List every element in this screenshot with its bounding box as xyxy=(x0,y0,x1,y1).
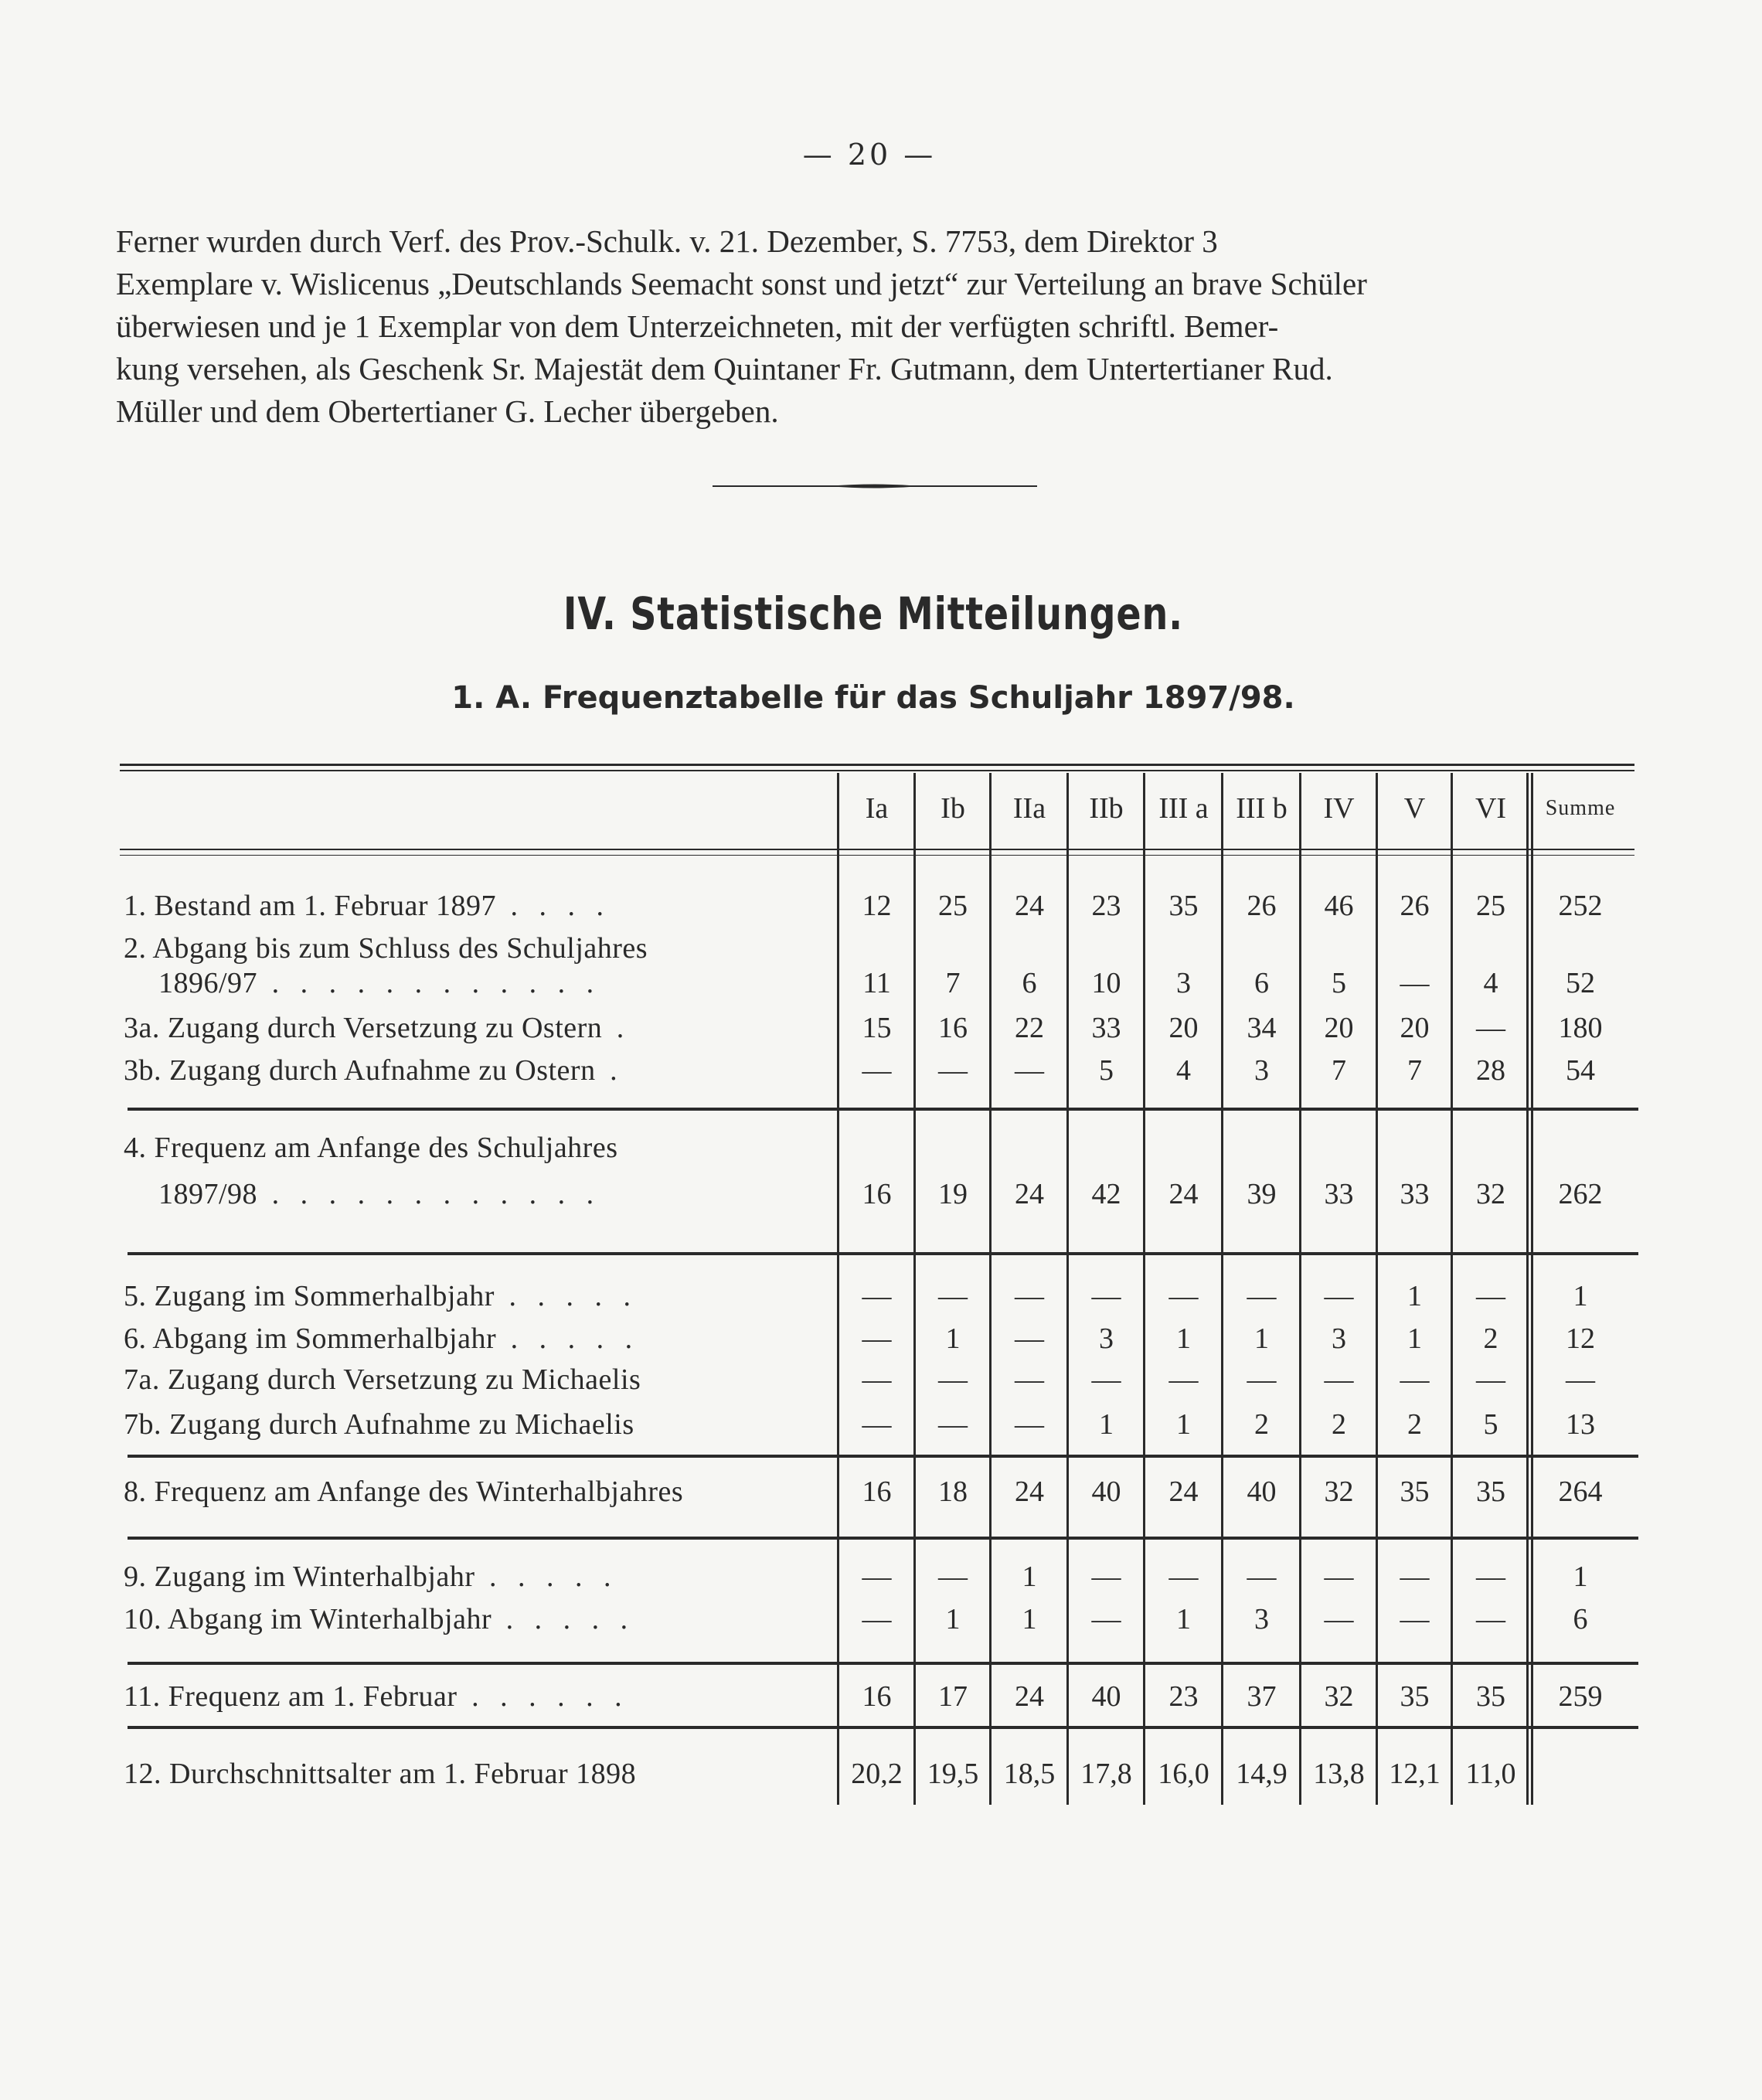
cell-value: 35 xyxy=(1400,1475,1430,1508)
cell-value: — xyxy=(938,1408,968,1441)
cell-value: 16 xyxy=(862,1178,892,1210)
cell-value: — xyxy=(1168,1561,1199,1593)
cell-value: 4 xyxy=(1176,1054,1191,1087)
cell-value: 24 xyxy=(1015,1680,1044,1713)
cell-summe: 1 xyxy=(1573,1280,1588,1312)
cell-value: 2 xyxy=(1407,1408,1422,1441)
cell-value: 5 xyxy=(1099,1054,1114,1087)
cell-value: — xyxy=(1015,1280,1044,1312)
row-label: 5. Zugang im Sommerhalbjahr . . . . . xyxy=(124,1280,638,1312)
cell-summe: 6 xyxy=(1573,1603,1588,1635)
cell-value: 3 xyxy=(1332,1322,1346,1355)
cell-value: 1 xyxy=(1099,1408,1114,1441)
section-rule xyxy=(128,1455,1638,1458)
cell-value: 32 xyxy=(1324,1680,1354,1713)
cell-value: 35 xyxy=(1400,1680,1430,1713)
cell-value: 1 xyxy=(1022,1561,1037,1593)
cell-value: 1 xyxy=(945,1603,961,1635)
table-title: 1. A. Frequenztabelle für das Schuljahr 1897/98. xyxy=(451,680,1295,716)
cell-value: 19 xyxy=(938,1178,968,1210)
col-header: III b xyxy=(1236,792,1287,825)
cell-value: 16 xyxy=(938,1012,968,1044)
cell-value: 3 xyxy=(1176,967,1191,999)
cell-value: 1 xyxy=(1254,1322,1269,1355)
cell-value: — xyxy=(862,1280,892,1312)
cell-value: 2 xyxy=(1254,1408,1269,1441)
cell-value: 1 xyxy=(1407,1322,1422,1355)
cell-value: — xyxy=(1247,1561,1277,1593)
cell-value: — xyxy=(1400,1561,1430,1593)
cell-value: 2 xyxy=(1483,1322,1498,1355)
col-header: Ib xyxy=(941,792,965,825)
page-number: — 20 — xyxy=(802,138,937,172)
section-rule xyxy=(128,1252,1638,1255)
cell-value: 46 xyxy=(1324,890,1354,922)
col-header: VI xyxy=(1475,792,1507,825)
cell-value: 33 xyxy=(1091,1012,1121,1044)
cell-value: 1 xyxy=(945,1322,961,1355)
cell-value: — xyxy=(1324,1603,1354,1635)
cell-value: 33 xyxy=(1400,1178,1430,1210)
paragraph-line: Müller und dem Obertertianer G. Lecher übergeben. xyxy=(116,393,779,429)
row-label: 9. Zugang im Winterhalbjahr . . . . . xyxy=(124,1561,618,1593)
cell-value: 3 xyxy=(1099,1322,1114,1355)
cell-summe: 262 xyxy=(1558,1178,1603,1210)
cell-value: — xyxy=(1476,1280,1505,1312)
cell-value: 35 xyxy=(1168,890,1199,922)
col-header: V xyxy=(1403,792,1426,825)
cell-value: 18,5 xyxy=(1003,1758,1056,1790)
cell-summe: 13 xyxy=(1566,1408,1595,1441)
cell-value: 10 xyxy=(1091,967,1121,999)
cell-value: 6 xyxy=(1022,967,1037,999)
row-label: 3a. Zugang durch Versetzung zu Ostern . xyxy=(124,1012,631,1044)
col-header: III a xyxy=(1158,792,1209,825)
cell-value: 7 xyxy=(1407,1054,1422,1087)
cell-value: 32 xyxy=(1324,1475,1354,1508)
cell-value: 40 xyxy=(1091,1680,1121,1713)
cell-value: 5 xyxy=(1483,1408,1498,1441)
col-header: IIb xyxy=(1089,792,1124,825)
cell-value: 34 xyxy=(1247,1012,1277,1044)
cell-value: — xyxy=(1400,1603,1430,1635)
cell-value: — xyxy=(1324,1561,1354,1593)
col-header: IIa xyxy=(1012,792,1046,825)
row-label: 12. Durchschnittsalter am 1. Februar 1898 xyxy=(124,1758,637,1790)
cell-value: — xyxy=(1476,1012,1505,1044)
cell-value: 24 xyxy=(1015,1178,1044,1210)
cell-value: — xyxy=(1247,1363,1277,1396)
cell-value: 5 xyxy=(1332,967,1346,999)
cell-value: — xyxy=(938,1280,968,1312)
cell-summe: 12 xyxy=(1566,1322,1595,1355)
cell-summe: 180 xyxy=(1558,1012,1603,1044)
cell-value: 12 xyxy=(862,890,892,922)
cell-value: — xyxy=(1091,1280,1121,1312)
cell-value: — xyxy=(862,1603,892,1635)
cell-value: 26 xyxy=(1400,890,1430,922)
cell-value: 3 xyxy=(1254,1054,1269,1087)
section-rule xyxy=(128,1662,1638,1665)
cell-value: 11,0 xyxy=(1465,1758,1516,1790)
section-rule xyxy=(128,1726,1638,1729)
row-label: 3b. Zugang durch Aufnahme zu Ostern . xyxy=(124,1054,624,1087)
cell-value: — xyxy=(1168,1363,1199,1396)
table-top-rule xyxy=(120,770,1634,771)
row-label: 6. Abgang im Sommerhalbjahr . . . . . xyxy=(124,1322,640,1355)
cell-value: — xyxy=(1015,1363,1044,1396)
row-label: 11. Frequenz am 1. Februar . . . . . . xyxy=(124,1680,629,1713)
header-rule xyxy=(120,855,1634,856)
cell-value: — xyxy=(1168,1280,1199,1312)
cell-value: 24 xyxy=(1015,1475,1044,1508)
cell-value: 13,8 xyxy=(1313,1758,1365,1790)
row-label: 1897/98 . . . . . . . . . . . . xyxy=(158,1178,601,1210)
cell-value: 14,9 xyxy=(1236,1758,1287,1790)
section-rule xyxy=(128,1537,1638,1540)
paragraph-line: kung versehen, als Geschenk Sr. Majestät dem Quintaner Fr. Gutmann, dem Untertertianer Rud. xyxy=(116,351,1333,386)
cell-value: 3 xyxy=(1254,1603,1269,1635)
cell-summe: — xyxy=(1566,1363,1595,1396)
cell-value: 7 xyxy=(945,967,961,999)
cell-value: — xyxy=(862,1408,892,1441)
cell-summe: 1 xyxy=(1573,1561,1588,1593)
col-header: IV xyxy=(1323,792,1355,825)
row-label: 4. Frequenz am Anfange des Schuljahres xyxy=(124,1132,618,1164)
cell-value: — xyxy=(862,1322,892,1355)
cell-value: 39 xyxy=(1247,1178,1277,1210)
row-label: 7a. Zugang durch Versetzung zu Michaelis xyxy=(124,1363,641,1396)
paragraph-line: überwiesen und je 1 Exemplar von dem Unterzeichneten, mit der verfügten schriftl. Bemer- xyxy=(116,308,1279,344)
cell-value: — xyxy=(1091,1363,1121,1396)
cell-value: 12,1 xyxy=(1389,1758,1441,1790)
cell-value: — xyxy=(938,1363,968,1396)
cell-value: 2 xyxy=(1332,1408,1346,1441)
cell-value: 22 xyxy=(1015,1012,1044,1044)
paragraph-line: Ferner wurden durch Verf. des Prov.-Schulk. v. 21. Dezember, S. 7753, dem Direktor 3 xyxy=(116,223,1218,259)
cell-value: — xyxy=(862,1363,892,1396)
cell-value: 6 xyxy=(1254,967,1269,999)
cell-value: — xyxy=(1476,1603,1505,1635)
cell-value: — xyxy=(1091,1603,1121,1635)
cell-value: 25 xyxy=(938,890,968,922)
row-label: 2. Abgang bis zum Schluss des Schuljahres xyxy=(124,932,648,965)
cell-value: 42 xyxy=(1091,1178,1121,1210)
section-title: IV. Statistische Mitteilungen. xyxy=(563,587,1184,640)
cell-value: 20 xyxy=(1324,1012,1354,1044)
cell-value: — xyxy=(1015,1322,1044,1355)
row-label: 1896/97 . . . . . . . . . . . . xyxy=(158,967,601,999)
cell-value: 15 xyxy=(862,1012,892,1044)
cell-value: 26 xyxy=(1247,890,1277,922)
cell-value: — xyxy=(1247,1280,1277,1312)
cell-value: — xyxy=(1476,1363,1505,1396)
cell-summe: 259 xyxy=(1558,1680,1603,1713)
cell-value: — xyxy=(1091,1561,1121,1593)
cell-value: — xyxy=(1476,1561,1505,1593)
cell-value: 17,8 xyxy=(1080,1758,1132,1790)
cell-value: 11 xyxy=(862,967,891,999)
row-label: 1. Bestand am 1. Februar 1897 . . . . xyxy=(124,890,611,922)
cell-value: 18 xyxy=(938,1475,968,1508)
cell-value: 1 xyxy=(1176,1408,1191,1441)
cell-value: — xyxy=(1015,1408,1044,1441)
cell-value: 23 xyxy=(1168,1680,1199,1713)
section-rule xyxy=(128,1108,1638,1111)
cell-value: 24 xyxy=(1168,1178,1199,1210)
cell-summe: 52 xyxy=(1566,967,1595,999)
cell-summe: 252 xyxy=(1558,890,1603,922)
cell-value: 40 xyxy=(1091,1475,1121,1508)
cell-value: 23 xyxy=(1091,890,1121,922)
cell-value: — xyxy=(1400,967,1430,999)
col-header-summe: Summe xyxy=(1545,796,1616,820)
cell-value: 35 xyxy=(1476,1680,1505,1713)
cell-value: 16 xyxy=(862,1475,892,1508)
cell-value: 37 xyxy=(1247,1680,1277,1713)
cell-value: — xyxy=(1400,1363,1430,1396)
table-top-rule xyxy=(120,764,1634,766)
cell-value: 24 xyxy=(1168,1475,1199,1508)
cell-value: — xyxy=(938,1054,968,1087)
cell-value: 20 xyxy=(1168,1012,1199,1044)
row-label: 10. Abgang im Winterhalbjahr . . . . . xyxy=(124,1603,635,1635)
cell-value: 33 xyxy=(1324,1178,1354,1210)
col-header: Ia xyxy=(865,792,889,825)
header-rule xyxy=(120,849,1634,850)
cell-value: — xyxy=(1324,1363,1354,1396)
cell-value: 1 xyxy=(1176,1603,1191,1635)
cell-value: — xyxy=(938,1561,968,1593)
cell-value: 32 xyxy=(1476,1178,1505,1210)
cell-value: 19,5 xyxy=(927,1758,979,1790)
cell-value: 16 xyxy=(862,1680,892,1713)
row-label: 8. Frequenz am Anfange des Winterhalbjahres xyxy=(124,1475,684,1508)
cell-value: 1 xyxy=(1407,1280,1422,1312)
row-label: 7b. Zugang durch Aufnahme zu Michaelis xyxy=(124,1408,634,1441)
cell-value: 1 xyxy=(1022,1603,1037,1635)
cell-summe xyxy=(1529,1758,1631,1789)
cell-value: 20,2 xyxy=(851,1758,903,1790)
cell-value: 1 xyxy=(1176,1322,1191,1355)
cell-value: 28 xyxy=(1476,1054,1505,1087)
cell-value: 4 xyxy=(1483,967,1498,999)
cell-value: 35 xyxy=(1476,1475,1505,1508)
cell-value: — xyxy=(1324,1280,1354,1312)
cell-value: — xyxy=(862,1054,892,1087)
cell-value: 24 xyxy=(1015,890,1044,922)
cell-value: — xyxy=(1015,1054,1044,1087)
cell-value: 17 xyxy=(938,1680,968,1713)
cell-summe: 264 xyxy=(1558,1475,1603,1508)
cell-value: — xyxy=(862,1561,892,1593)
cell-value: 16,0 xyxy=(1158,1758,1209,1790)
paragraph-line: Exemplare v. Wislicenus „Deutschlands Seemacht sonst und jetzt“ zur Verteilung an brave Schüler xyxy=(116,266,1367,301)
cell-value: 20 xyxy=(1400,1012,1430,1044)
cell-summe: 54 xyxy=(1566,1054,1595,1087)
cell-value: 7 xyxy=(1332,1054,1346,1087)
cell-value: 25 xyxy=(1476,890,1505,922)
cell-value: 40 xyxy=(1247,1475,1277,1508)
